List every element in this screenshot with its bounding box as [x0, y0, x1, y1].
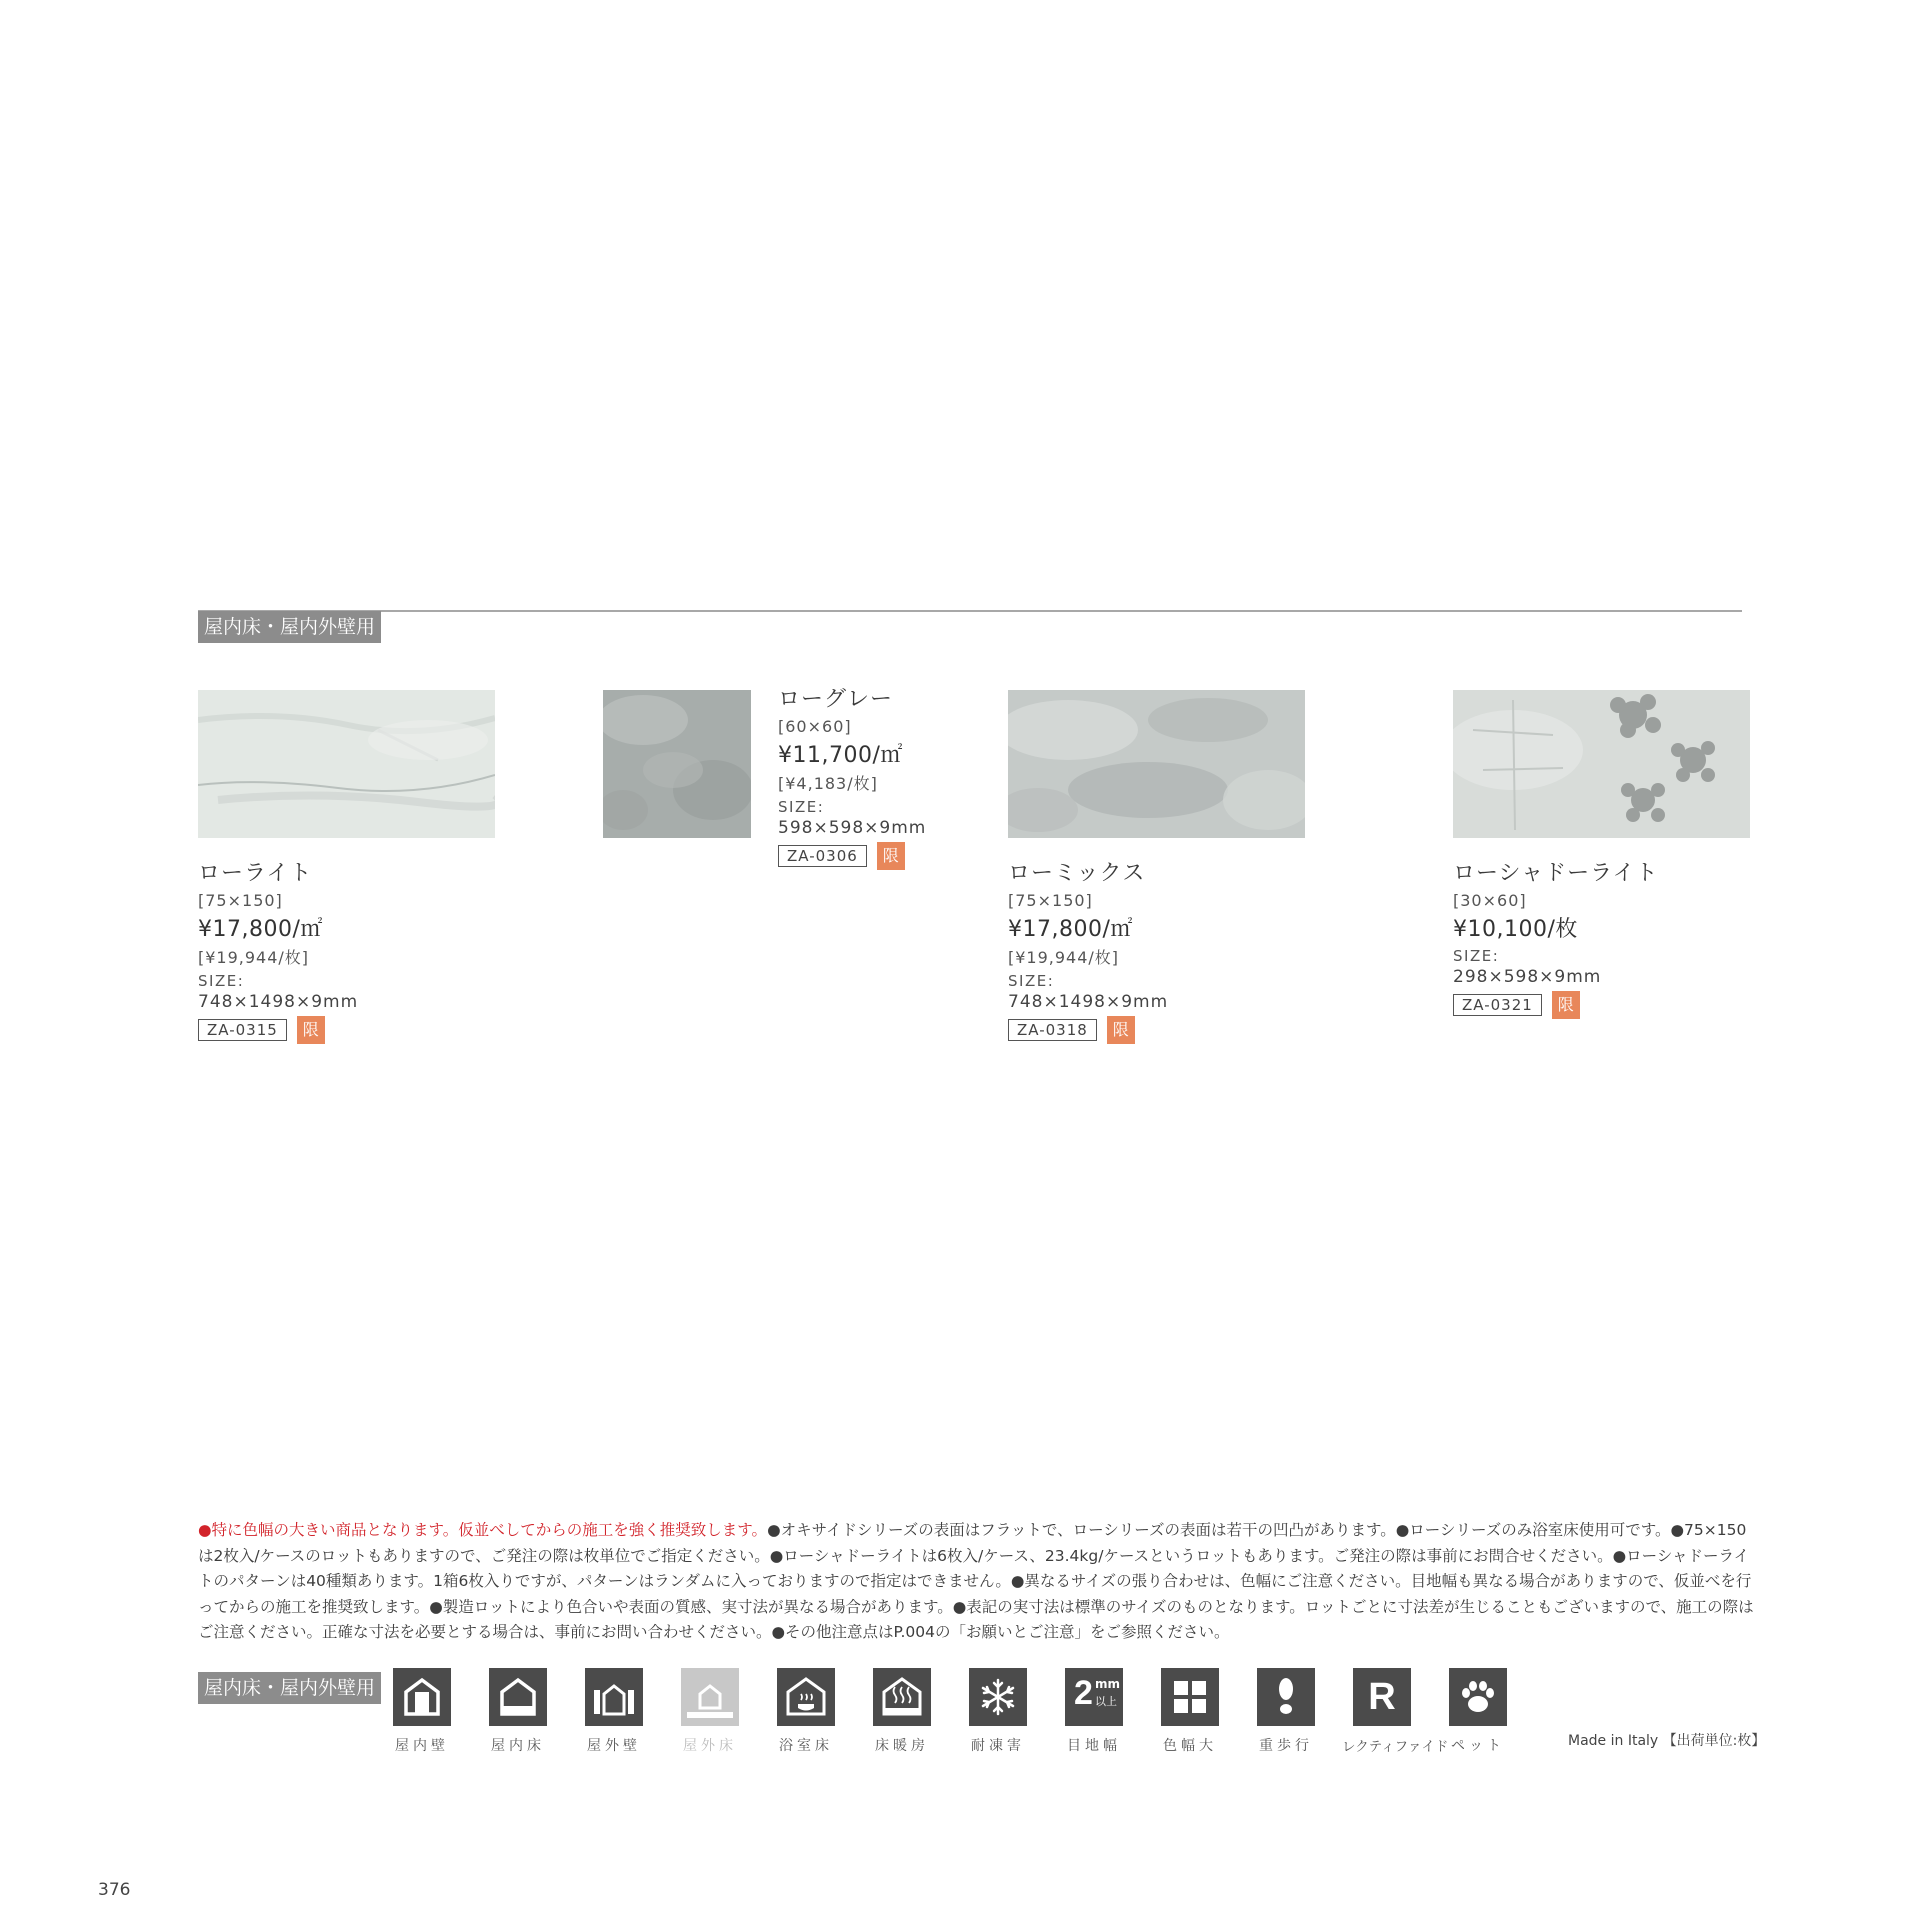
product-name: ローミックス — [1008, 861, 1146, 886]
notes-paragraph — [198, 1518, 1758, 1646]
size-label: SIZE: — [1008, 972, 1055, 990]
notes-body: ●オキサイドシリーズの表面はフラットで、ローシリーズの表面は若干の凹凸があります。●ローシリーズのみ浴室床使用可です。●75×150は2枚入/ケースのロットもありますので、ご発注の際は枚単位でご指定ください。●ローシャドーライトは6枚入/ケース、23.4kg/ケースというロットもあります。ご発注の際は事前にお問合せください。●ローシャドーライトのパターンは40種類あります。1箱6枚入りですが、パターンはランダムに入っておりますので指定はできません。●異なるサイズの張り合わせは、色幅にご注意ください。目地幅も異なる場合がありますので、仮並べを行ってからの施工を推奨致します。●製造ロットにより色合いや表面の質感、実寸法が異なる場合があります。●表記の実寸法は標準のサイズのものとなります。ロットごとに寸法差が生じることもございますので、施工の際はご注意ください。正確な寸法を必要とする場合は、事前にお問い合わせください。●その他注意点はP.004の「お願いとご注意」をご参照ください。 — [198, 1521, 1754, 1641]
indoor-floor-icon — [489, 1668, 547, 1726]
tile-image-low-light — [198, 690, 495, 838]
limited-badge: 限 — [877, 842, 905, 870]
product-dimension: [30×60] — [1453, 891, 1527, 910]
product-dimension: [75×150] — [1008, 891, 1093, 910]
product-dimension: [60×60] — [778, 717, 852, 736]
rectified-icon — [1353, 1668, 1411, 1726]
size-label: SIZE: — [198, 972, 245, 990]
product-name: ローライト — [198, 861, 313, 886]
product-price: ¥10,100/枚 — [1453, 917, 1578, 942]
tile-image-low-mix — [1008, 690, 1305, 838]
icon-label: 色幅大 — [1163, 1738, 1217, 1754]
usage-rectified — [1342, 1668, 1449, 1755]
limited-badge: 限 — [1107, 1016, 1135, 1044]
usage-joint-width — [1054, 1668, 1134, 1755]
product-low-light — [198, 856, 358, 1044]
icon-label: 浴室床 — [779, 1738, 833, 1754]
limited-badge: 限 — [1552, 991, 1580, 1019]
size-label: SIZE: — [778, 798, 825, 816]
product-low-grey — [778, 682, 926, 870]
color-variation-icon — [1161, 1668, 1219, 1726]
outdoor-wall-icon — [585, 1668, 643, 1726]
product-code: ZA-0318 — [1008, 1019, 1097, 1041]
size-value: 748×1498×9mm — [1008, 992, 1169, 1012]
icon-label: 床暖房 — [875, 1738, 929, 1754]
product-dimension: [75×150] — [198, 891, 283, 910]
product-price-per-piece: [¥19,944/枚] — [1008, 948, 1120, 967]
usage-pet — [1438, 1668, 1518, 1755]
icon-label: 耐凍害 — [971, 1738, 1025, 1754]
product-name: ローシャドーライト — [1453, 861, 1659, 886]
joint-width-qualifier: 以上 — [1095, 1695, 1117, 1708]
tile-image-low-grey — [603, 690, 751, 838]
usage-outdoor-wall — [574, 1668, 654, 1755]
product-price-per-piece: [¥4,183/枚] — [778, 774, 878, 793]
bath-floor-icon — [777, 1668, 835, 1726]
usage-indoor-wall — [382, 1668, 462, 1755]
usage-frost-resistance — [958, 1668, 1038, 1755]
icon-label: 屋内壁 — [395, 1738, 449, 1754]
product-price-per-piece: [¥19,944/枚] — [198, 948, 310, 967]
joint-width-unit: mm — [1095, 1677, 1121, 1691]
usage-heavy-traffic — [1246, 1668, 1326, 1755]
product-price: ¥17,800/㎡ — [198, 917, 323, 942]
product-low-shadow-light — [1453, 856, 1658, 1019]
frost-resistance-icon — [969, 1668, 1027, 1726]
icon-label: 屋外床 — [683, 1738, 737, 1754]
product-code: ZA-0315 — [198, 1019, 287, 1041]
usage-label: 屋内床・屋内外壁用 — [198, 1672, 381, 1704]
product-code: ZA-0321 — [1453, 994, 1542, 1016]
usage-indoor-floor — [478, 1668, 558, 1755]
product-low-mix — [1008, 856, 1168, 1044]
joint-width-value: 2 — [1074, 1674, 1093, 1712]
product-name: ローグレー — [778, 687, 894, 712]
section-label: 屋内床・屋内外壁用 — [198, 611, 381, 643]
floor-heating-icon — [873, 1668, 931, 1726]
origin-and-unit-note: Made in Italy 【出荷単位:枚】 — [1568, 1733, 1766, 1749]
icon-label: ペット — [1451, 1738, 1505, 1754]
page-number: 376 — [98, 1880, 131, 1900]
usage-outdoor-floor — [670, 1668, 750, 1755]
product-price: ¥17,800/㎡ — [1008, 917, 1133, 942]
limited-badge: 限 — [297, 1016, 325, 1044]
icon-label: 目地幅 — [1067, 1738, 1121, 1754]
product-code: ZA-0306 — [778, 845, 867, 867]
heavy-traffic-icon — [1257, 1668, 1315, 1726]
outdoor-floor-icon — [681, 1668, 739, 1726]
icon-label: レクティファイド — [1342, 1739, 1449, 1755]
section-divider — [198, 610, 1742, 612]
indoor-wall-icon — [393, 1668, 451, 1726]
tile-image-low-shadow-light — [1453, 690, 1750, 838]
icon-label: 屋内床 — [491, 1738, 545, 1754]
usage-bath-floor — [766, 1668, 846, 1755]
joint-width-icon — [1065, 1668, 1123, 1726]
size-value: 748×1498×9mm — [198, 992, 359, 1012]
icon-label: 屋外壁 — [587, 1738, 641, 1754]
size-value: 598×598×9mm — [778, 818, 927, 838]
usage-floor-heating — [862, 1668, 942, 1755]
size-label: SIZE: — [1453, 947, 1500, 965]
rectified-letter: R — [1368, 1676, 1396, 1718]
pet-icon — [1449, 1668, 1507, 1726]
size-value: 298×598×9mm — [1453, 967, 1602, 987]
product-price: ¥11,700/㎡ — [778, 743, 903, 768]
notes-warning: ●特に色幅の大きい商品となります。仮並べしてからの施工を強く推奨致します。 — [198, 1521, 768, 1539]
usage-color-variation — [1150, 1668, 1230, 1755]
icon-label: 重歩行 — [1259, 1738, 1313, 1754]
